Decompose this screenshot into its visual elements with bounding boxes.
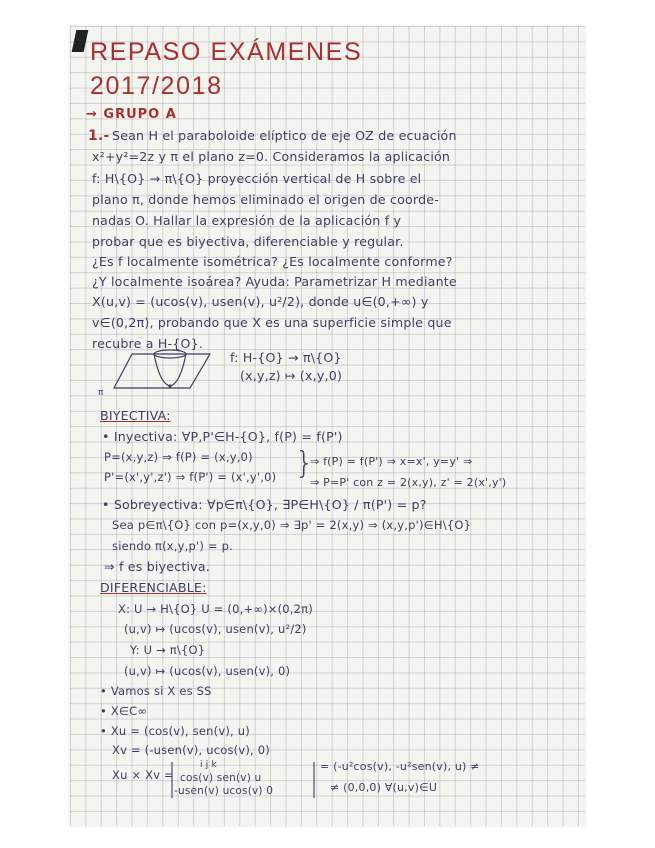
problem-line: Sean H el paraboloide elíptico de eje OZ de ecuación <box>112 128 457 143</box>
diff-line: (u,v) ↦ (ucos(v), usen(v), u²/2) <box>124 622 307 636</box>
diff-line: • Xu = (cos(v), sen(v), u) <box>100 724 250 738</box>
map-definition: f: H-{O} → π\{O} <box>230 350 342 365</box>
page-title: REPASO EXÁMENES <box>90 38 363 66</box>
plane-outline <box>114 354 210 388</box>
problem-line: X(u,v) = (ucos(v), usen(v), u²/2), donde u∈(0,+∞) y <box>92 294 429 309</box>
problem-line: f: H\{O} → π\{O} proyección vertical de H sobre el <box>92 171 422 186</box>
determinant-row: -usen(v) ucos(v) 0 <box>174 785 274 797</box>
notebook-page <box>70 26 585 826</box>
injective-line: P'=(x',y',z') ⇒ f(P') = (x',y',0) <box>104 470 277 484</box>
cross-product-result: = (-u²cos(v), -u²sen(v), u) ≠ <box>320 760 480 773</box>
diff-line: (u,v) ↦ (ucos(v), usen(v), 0) <box>124 664 291 678</box>
injective-title: • Inyectiva: ∀P,P'∈H-{O}, f(P) = f(P') <box>102 429 343 444</box>
paraboloid-sketch <box>100 344 220 404</box>
problem-number: 1.- <box>88 128 110 144</box>
injective-line: P=(x,y,z) ⇒ f(P) = (x,y,0) <box>104 450 253 464</box>
surjective-line: siendo π(x,y,p') = p. <box>112 539 233 553</box>
group-heading: → GRUPO A <box>86 107 177 122</box>
surjective-line: Sea p∈π\{O} con p=(x,y,0) ⇒ ∃p' = 2(x,y) ⇒ (x,y,p')∈H\{O} <box>112 518 472 532</box>
section-heading-diferenciable: DIFERENCIABLE: <box>100 580 207 595</box>
determinant-row: cos(v) sen(v) u <box>180 772 262 784</box>
problem-line: probar que es biyectiva, diferenciable y regular. <box>92 234 404 249</box>
injective-result: ⇒ P=P' con z = 2(x,y), z' = 2(x',y') <box>310 476 507 489</box>
section-heading-biyectiva: BIYECTIVA: <box>100 408 171 423</box>
diff-line: • X∈C∞ <box>100 704 148 718</box>
problem-line: v∈(0,2π), probando que X es una superficie simple que <box>92 315 452 330</box>
determinant-row: i j k <box>200 760 217 770</box>
diff-line: Y: U → π\{O} <box>130 643 206 657</box>
brace: } <box>295 446 315 481</box>
diff-line: • Vamos si X es SS <box>100 684 212 698</box>
origin-point <box>168 384 171 387</box>
diff-line: X: U → H\{O} U = (0,+∞)×(0,2π) <box>118 602 313 616</box>
problem-line: ¿Es f localmente isométrica? ¿Es localmente conforme? <box>92 254 453 269</box>
page-subtitle-year: 2017/2018 <box>90 72 223 100</box>
problem-line: nadas O. Hallar la expresión de la aplicación f y <box>92 213 402 228</box>
cross-product-result: ≠ (0,0,0) ∀(u,v)∈U <box>330 781 438 794</box>
cross-product-label: Xu × Xv = <box>112 768 174 782</box>
biyectiva-conclusion: ⇒ f es biyectiva. <box>104 559 210 574</box>
map-rule: (x,y,z) ↦ (x,y,0) <box>240 368 343 383</box>
plane-label: π <box>98 388 104 398</box>
problem-line: plano π, donde hemos eliminado el origen de coorde- <box>92 192 439 207</box>
paraboloid-surface <box>154 354 186 386</box>
injective-result: ⇒ f(P) = f(P') ⇒ x=x', y=y' ⇒ <box>310 455 473 468</box>
problem-line: x²+y²=2z y π el plano z=0. Consideramos la aplicación <box>92 149 451 164</box>
surjective-title: • Sobreyectiva: ∀p∈π\{O}, ∃P∈H\{O} / π(P') = p? <box>102 497 427 512</box>
diff-line: Xv = (-usen(v), ucos(v), 0) <box>112 743 270 757</box>
problem-line: ¿Y localmente isoárea? Ayuda: Parametrizar H mediante <box>92 274 457 289</box>
problem-line: recubre a H-{O}. <box>92 336 204 351</box>
